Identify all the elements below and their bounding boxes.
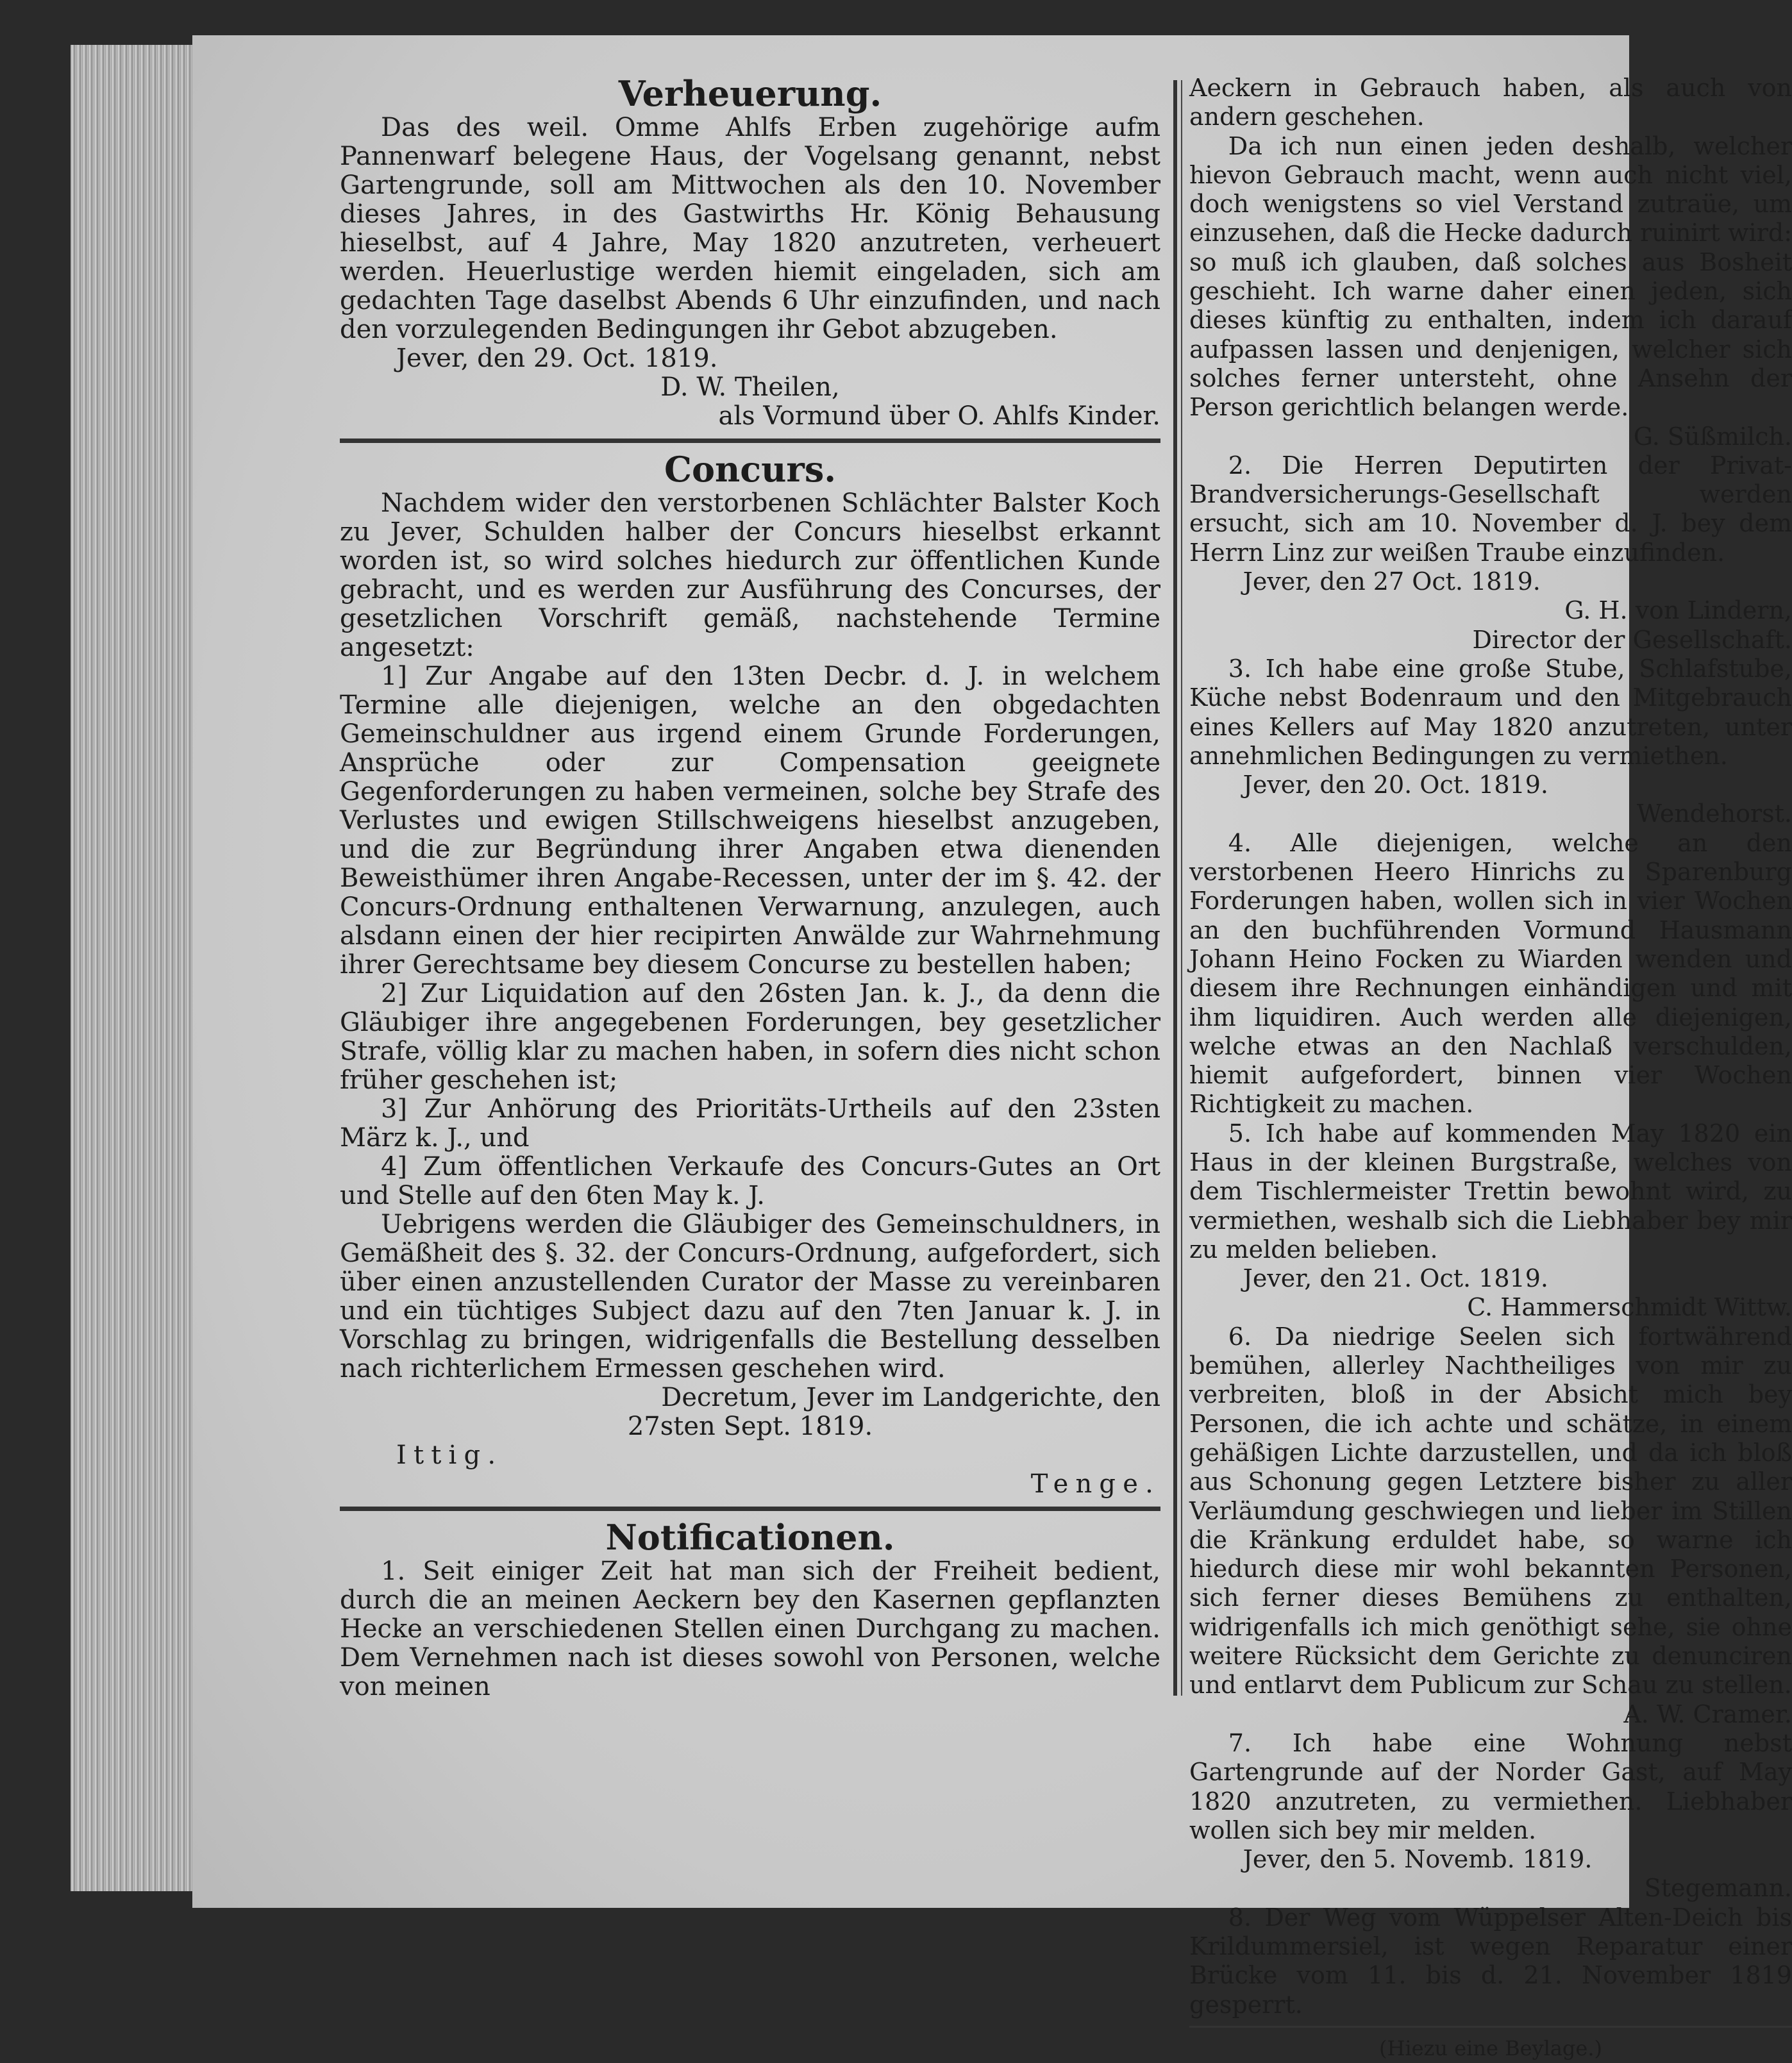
notification-item-3-signature: Wendehorst. bbox=[1636, 799, 1792, 828]
notification-item-1-continued: Aeckern in Gebrauch haben, als auch von andern geschehen. bbox=[1189, 74, 1792, 131]
notification-item-1-signature: G. Süßmilch. bbox=[1633, 422, 1792, 451]
notification-item-5-date: Jever, den 21. Oct. 1819. bbox=[1243, 1264, 1548, 1293]
notification-item-3-date: Jever, den 20. Oct. 1819. bbox=[1243, 771, 1548, 799]
heading-notificationen: Notificationen. bbox=[605, 1517, 895, 1558]
left-column bbox=[340, 74, 1160, 1701]
notification-item-2-signature: G. H. von Lindern, bbox=[1564, 596, 1792, 625]
section-divider bbox=[340, 1507, 1160, 1511]
notification-item-2-date: Jever, den 27 Oct. 1819. bbox=[1243, 567, 1541, 596]
notification-item-5: 5. Ich habe auf kommenden May 1820 ein Haus in der kleinen Burgstraße, welches von dem Tischlermeister Trettin bewohnt wird, zu vermiethen, weshalb sich die Liebhaber bey mir zu melden belieben. bbox=[1189, 1119, 1792, 1264]
concurs-item-3: 3] Zur Anhörung des Prioritäts-Urtheils auf den 23sten März k. J., und bbox=[340, 1094, 1160, 1153]
notification-item-1-more: Da ich nun einen jeden deshalb, welcher hievon Gebrauch macht, wenn auch nicht viel, doch wenigstens so viel Verstand zutraüe, um einzusehen, daß die Hecke dadurch ruinirt wird: so muß ich glauben, daß solches aus Bosheit geschieht. Ich warne daher einen jeden, sich dieses künftig zu enthalten, indem ich darauf aufpassen lassen und denjenigen, welcher sich solches ferner untersteht, ohne Ansehn der Person gerichtlich belangen werde. bbox=[1189, 131, 1792, 422]
notification-item-8: 8. Der Weg vom Wüppelser Alten-Deich bis Krildummersiel, ist wegen Reparatur einer Brücke vom 11. bis d. 21. November 1819 gesperrt. bbox=[1189, 1903, 1792, 2019]
notification-item-1: 1. Seit einiger Zeit hat man sich der Freiheit bedient, durch die an meinen Aeckern bey den Kasernen gepflanzten Hecke an verschiedenen Stellen einen Durchgang zu machen. Dem Vernehmen nach ist dieses sowohl von Personen, welche von meinen bbox=[340, 1557, 1160, 1701]
concurs-intro: Nachdem wider den verstorbenen Schlächter Balster Koch zu Jever, Schulden halber der Concurs hieselbst erkannt worden ist, so wird solches hiedurch zur öffentlichen Kunde gebracht, und es werden zur Ausführung des Concurses, der gesetzlichen Vorschrift gemäß, nachstehende Termine angesetzt: bbox=[340, 489, 1160, 662]
notification-item-2-signature-role: Director der Gesellschaft. bbox=[1472, 625, 1792, 654]
section-divider bbox=[340, 438, 1160, 443]
notification-item-5-signature: C. Hammerschmidt Wittw. bbox=[1467, 1293, 1792, 1322]
verheuerung-signature-role: als Vormund über O. Ahlfs Kinder. bbox=[718, 401, 1160, 431]
right-column bbox=[1189, 74, 1792, 2063]
notification-item-7: 7. Ich habe eine Wohnung nebst Gartengrunde auf der Norder Gast, auf May 1820 anzutreten, zu vermiethen. Liebhaber wollen sich bey mir melden. bbox=[1189, 1728, 1792, 1844]
verheuerung-date: Jever, den 29. Oct. 1819. bbox=[396, 344, 718, 373]
concurs-item-4: 4] Zum öffentlichen Verkaufe des Concurs-Gutes an Ort und Stelle auf den 6ten May k. J. bbox=[340, 1152, 1160, 1210]
concurs-item-2: 2] Zur Liquidation auf den 26sten Jan. k. J., da denn die Gläubiger ihre angegebenen Forderungen, bey gesetzlicher Strafe, völlig klar zu machen haben, in sofern dies nicht schon früher geschehen ist; bbox=[340, 979, 1160, 1095]
notification-item-6-signature: A. W. Cramer. bbox=[1623, 1700, 1792, 1728]
concurs-decree-date: 27sten Sept. 1819. bbox=[627, 1412, 873, 1441]
supplement-note: (Hiezu eine Beylage.) bbox=[1378, 2035, 1602, 2060]
notification-item-6: 6. Da niedrige Seelen sich fortwährend bemühen, allerley Nachtheiliges von mir zu verbreiten, bloß in der Absicht mich bey Personen, die ich achte und schätze, in einem gehäßigen Lichte darzustellen, und da ich bloß aus Schonung gegen Letztere bisher zu aller Verläumdung geschwiegen und lieber im Stillen die Kränkung erduldet habe, so warne ich hiedurch diese mir wohl bekannten Personen, sich ferner dieses Bemühens zu enthalten, widrigenfalls ich mich genöthigt sehe, sie ohne weitere Rücksicht dem Gerichte zu denunciren und entlarvt dem Publicum zur Schau zu stellen. bbox=[1189, 1322, 1792, 1700]
concurs-closing: Uebrigens werden die Gläubiger des Gemeinschuldners, in Gemäßheit des §. 32. der Concurs-Ordnung, aufgefordert, sich über einen anzustellenden Curator der Masse zu vereinbaren und ein tüchtiges Subject dazu auf den 7ten Januar k. J. in Vorschlag zu bringen, widrigenfalls die Bestellung desselben nach richterlichem Ermessen geschehen wird. bbox=[340, 1210, 1160, 1383]
concurs-decree: Decretum, Jever im Landgerichte, den bbox=[661, 1383, 1160, 1412]
concurs-signer-1: Ittig. bbox=[396, 1441, 503, 1470]
book-page-edges bbox=[71, 45, 199, 1891]
heading-verheuerung: Verheuerung. bbox=[618, 73, 882, 114]
column-rule bbox=[1173, 80, 1177, 1696]
newspaper-page bbox=[192, 35, 1792, 2060]
notification-item-2: 2. Die Herren Deputirten der Privat-Brandversicherungs-Gesellschaft werden ersucht, sich am 10. November d. J. bey dem Herrn Linz zur weißen Traube einzufinden. bbox=[1189, 451, 1792, 567]
section-divider bbox=[1189, 2026, 1792, 2028]
heading-concurs: Concurs. bbox=[664, 449, 837, 490]
notification-item-7-date: Jever, den 5. Novemb. 1819. bbox=[1243, 1845, 1593, 1874]
column-rule bbox=[1181, 80, 1182, 1696]
notification-item-7-signature: Stegemann. bbox=[1644, 1874, 1792, 1903]
concurs-signer-2: Tenge. bbox=[1030, 1469, 1160, 1499]
verheuerung-body: Das des weil. Omme Ahlfs Erben zugehörige aufm Pannenwarf belegene Haus, der Vogelsang genannt, nebst Gartengrunde, soll am Mittwochen als den 10. November dieses Jahres, in des Gastwirths Hr. König Behausung hieselbst, auf 4 Jahre, May 1820 anzutreten, verheuert werden. Heuerlustige werden hiemit eingeladen, sich am gedachten Tage daselbst Abends 6 Uhr einzufinden, und nach den vorzulegenden Bedingungen ihr Gebot abzugeben. bbox=[340, 113, 1160, 344]
notification-item-3: 3. Ich habe eine große Stube, Schlafstube, Küche nebst Bodenraum und den Mitgebrauch eines Kellers auf May 1820 anzutreten, unter annehmlichen Bedingungen zu vermiethen. bbox=[1189, 654, 1792, 770]
notification-item-4: 4. Alle diejenigen, welche an den verstorbenen Heero Hinrichs zu Sparenburg Forderungen haben, wollen sich in vier Wochen an den buchführenden Vormund Hausmann Johann Heino Focken zu Wiarden wenden und diesem ihre Rechnungen einhändigen und mit ihm liquidiren. Auch werden alle diejenigen, welche etwas an den Nachlaß verschulden, hiemit aufgefordert, binnen vier Wochen Richtigkeit zu machen. bbox=[1189, 828, 1792, 1119]
concurs-item-1: 1] Zur Angabe auf den 13ten Decbr. d. J. in welchem Termine alle diejenigen, welche an den obgedachten Gemeinschuldner aus irgend einem Grunde Forderungen, Ansprüche oder zur Compensation geeignete Gegenforderungen zu haben vermeinen, solche bey Strafe des Verlustes und ewigen Stillschweigens hieselbst anzugeben, und die zur Begründung ihrer Angaben etwa dienenden Beweisthümer ihren Angabe-Recessen, unter der im §. 42. der Concurs-Ordnung enthaltenen Verwarnung, anzulegen, auch alsdann einen der hier recipirten Anwälde zur Wahrnehmung ihrer Gerechtsame bey diesem Concurse zu bestellen haben; bbox=[340, 662, 1160, 980]
verheuerung-signature: D. W. Theilen, bbox=[660, 372, 840, 402]
